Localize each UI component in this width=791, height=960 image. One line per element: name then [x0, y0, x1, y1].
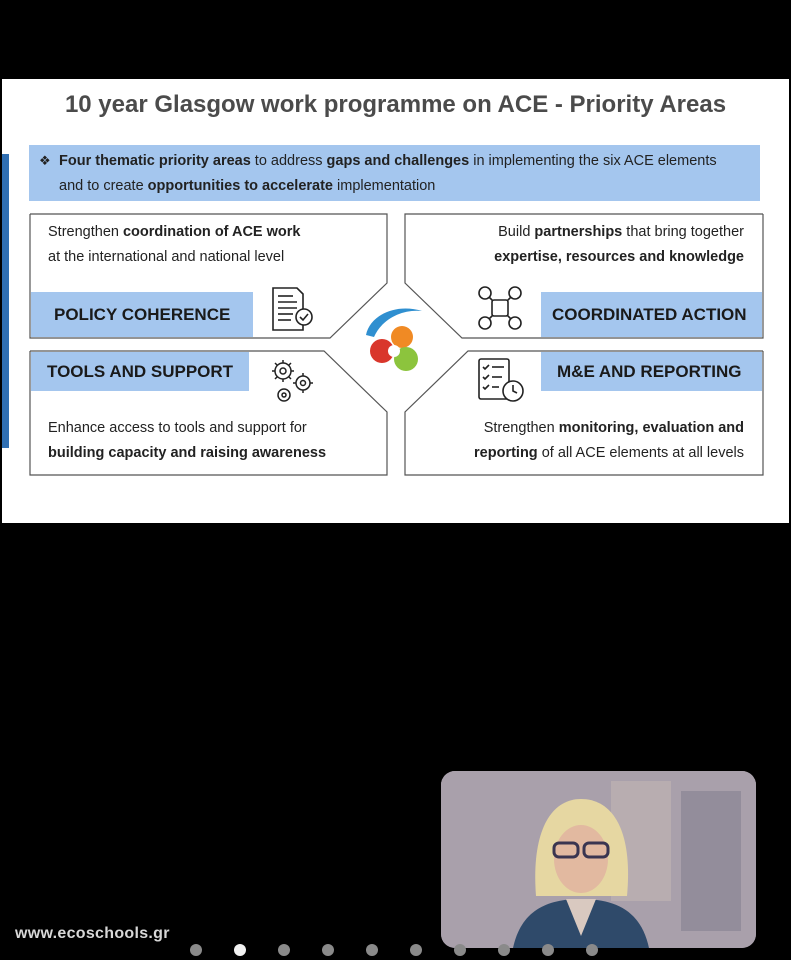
intro-emphasis-1: Four thematic priority areas: [59, 153, 251, 169]
me-and-reporting-text: Strengthen monitoring, evaluation and reporting of all ACE elements at all levels: [474, 420, 744, 461]
coordinated-action-label: COORDINATED ACTION: [541, 292, 762, 337]
coordinated-action-text: Build partnerships that bring together expertise, resources and knowledge: [494, 224, 744, 265]
diamond-bullet-icon: ❖: [39, 153, 51, 168]
pager-dot[interactable]: [410, 944, 422, 956]
speaker-video-thumbnail[interactable]: [441, 771, 756, 948]
ace-logo-icon: [360, 301, 430, 383]
policy-coherence-text: Strengthen coordination of ACE work at the international and national level: [48, 224, 301, 265]
intro-emphasis-6: opportunities to accelerate: [147, 178, 333, 194]
slide-title: 10 year Glasgow work programme on ACE - Priority Areas: [64, 91, 727, 118]
speaker-avatar-icon: [441, 771, 756, 948]
tools-and-support-text: Enhance access to tools and support for building capacity and raising awareness: [48, 420, 327, 461]
gears-icon: [267, 357, 317, 405]
pager-dot[interactable]: [366, 944, 378, 956]
presentation-slide: [2, 79, 789, 523]
pager-dot[interactable]: [322, 944, 334, 956]
intro-emphasis-3: gaps and challenges: [326, 153, 470, 169]
policy-coherence-label: POLICY COHERENCE: [31, 292, 253, 337]
intro-text-2: to address: [250, 153, 327, 169]
pager-dot-active[interactable]: [234, 944, 246, 956]
me-and-reporting-label: M&E AND REPORTING: [541, 352, 762, 391]
checklist-clock-icon: [475, 355, 527, 405]
document-check-icon: [267, 284, 317, 334]
pager-dot[interactable]: [586, 944, 598, 956]
tools-and-support-label: TOOLS AND SUPPORT: [31, 352, 249, 391]
intro-text-7: implementation: [333, 178, 436, 194]
pager-dot[interactable]: [454, 944, 466, 956]
network-puzzle-icon: [475, 283, 527, 333]
pager-dot[interactable]: [542, 944, 554, 956]
pager-dot[interactable]: [278, 944, 290, 956]
pager-dot[interactable]: [498, 944, 510, 956]
footer-url: www.ecoschools.gr: [15, 925, 170, 942]
intro-text-5: and to create: [59, 178, 148, 194]
intro-text-4: in implementing the six ACE elements: [469, 153, 717, 169]
pager-dot[interactable]: [190, 944, 202, 956]
